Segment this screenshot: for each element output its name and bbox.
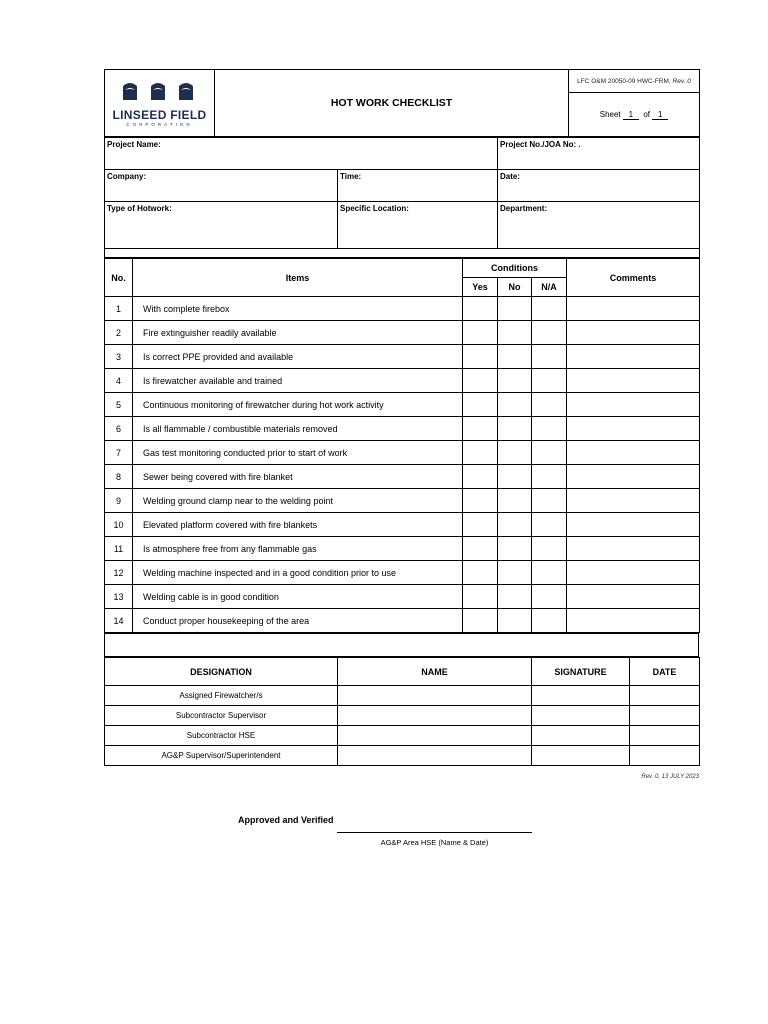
signature-field[interactable] bbox=[532, 686, 630, 706]
signoff-row bbox=[105, 686, 700, 706]
comment-field[interactable] bbox=[567, 297, 700, 321]
row-number: 5 bbox=[105, 393, 133, 417]
col-header-conditions: Conditions bbox=[463, 259, 567, 278]
yes-checkbox[interactable] bbox=[463, 393, 498, 417]
no-checkbox[interactable] bbox=[498, 321, 532, 345]
row-number: 3 bbox=[105, 345, 133, 369]
yes-checkbox[interactable] bbox=[463, 585, 498, 609]
col-header-signature: SIGNATURE bbox=[532, 658, 630, 686]
col-header-no: No. bbox=[105, 259, 133, 297]
row-item: Is all flammable / combustible materials removed bbox=[133, 417, 463, 441]
comment-field[interactable] bbox=[567, 369, 700, 393]
comment-field[interactable] bbox=[567, 393, 700, 417]
col-header-yes: Yes bbox=[463, 278, 498, 297]
comment-field[interactable] bbox=[567, 417, 700, 441]
project-no-field[interactable]: Project No./JOA No: . bbox=[498, 138, 700, 170]
no-checkbox[interactable] bbox=[498, 369, 532, 393]
form-header bbox=[104, 69, 700, 137]
logo-flame-icon bbox=[115, 80, 205, 106]
col-header-items: Items bbox=[133, 259, 463, 297]
row-item: With complete firebox bbox=[133, 297, 463, 321]
company-field[interactable]: Company: bbox=[105, 170, 338, 202]
row-number: 7 bbox=[105, 441, 133, 465]
table-row bbox=[105, 585, 700, 609]
comment-field[interactable] bbox=[567, 321, 700, 345]
na-checkbox[interactable] bbox=[532, 345, 567, 369]
yes-checkbox[interactable] bbox=[463, 345, 498, 369]
table-row bbox=[105, 465, 700, 489]
yes-checkbox[interactable] bbox=[463, 369, 498, 393]
comment-field[interactable] bbox=[567, 585, 700, 609]
yes-checkbox[interactable] bbox=[463, 297, 498, 321]
yes-checkbox[interactable] bbox=[463, 321, 498, 345]
col-header-na: N/A bbox=[532, 278, 567, 297]
col-header-no-option: No bbox=[498, 278, 532, 297]
comment-field[interactable] bbox=[567, 609, 700, 633]
signoff-row bbox=[105, 746, 700, 766]
table-row bbox=[105, 321, 700, 345]
na-checkbox[interactable] bbox=[532, 417, 567, 441]
row-item: Welding ground clamp near to the welding point bbox=[133, 489, 463, 513]
row-item: Welding machine inspected and in a good condition prior to use bbox=[133, 561, 463, 585]
row-item: Is atmosphere free from any flammable gas bbox=[133, 537, 463, 561]
document-reference: LFC O&M 20050-09 HWC-FRM, Rev. 0 bbox=[569, 70, 700, 93]
hotwork-type-field[interactable]: Type of Hotwork: bbox=[105, 202, 338, 249]
comment-field[interactable] bbox=[567, 465, 700, 489]
date-field[interactable] bbox=[630, 686, 700, 706]
table-row bbox=[105, 345, 700, 369]
department-field[interactable]: Department: bbox=[498, 202, 700, 249]
na-checkbox[interactable] bbox=[532, 537, 567, 561]
name-field[interactable] bbox=[338, 706, 532, 726]
row-item: Is correct PPE provided and available bbox=[133, 345, 463, 369]
row-number: 12 bbox=[105, 561, 133, 585]
na-checkbox[interactable] bbox=[532, 321, 567, 345]
sheet-current[interactable]: 1 bbox=[623, 110, 639, 120]
row-number: 10 bbox=[105, 513, 133, 537]
comment-field[interactable] bbox=[567, 489, 700, 513]
na-checkbox[interactable] bbox=[532, 609, 567, 633]
form-title: HOT WORK CHECKLIST bbox=[215, 70, 569, 137]
row-item: Welding cable is in good condition bbox=[133, 585, 463, 609]
row-number: 11 bbox=[105, 537, 133, 561]
signoff-table bbox=[104, 657, 700, 766]
name-field[interactable] bbox=[338, 686, 532, 706]
approval-caption: AG&P Area HSE (Name & Date) bbox=[380, 838, 489, 847]
logo-subtitle: CORPORATION bbox=[126, 121, 193, 127]
row-number: 14 bbox=[105, 609, 133, 633]
comment-field[interactable] bbox=[567, 561, 700, 585]
comment-field[interactable] bbox=[567, 441, 700, 465]
yes-checkbox[interactable] bbox=[463, 537, 498, 561]
row-item: Elevated platform covered with fire blankets bbox=[133, 513, 463, 537]
date-field[interactable] bbox=[630, 746, 700, 766]
table-row bbox=[105, 369, 700, 393]
approved-label: Approved and Verified bbox=[238, 815, 334, 825]
row-number: 8 bbox=[105, 465, 133, 489]
na-checkbox[interactable] bbox=[532, 465, 567, 489]
signoff-row bbox=[105, 726, 700, 746]
name-field[interactable] bbox=[338, 726, 532, 746]
yes-checkbox[interactable] bbox=[463, 417, 498, 441]
signature-field[interactable] bbox=[532, 706, 630, 726]
no-checkbox[interactable] bbox=[498, 465, 532, 489]
no-checkbox[interactable] bbox=[498, 441, 532, 465]
project-info bbox=[104, 137, 700, 258]
comment-field[interactable] bbox=[567, 513, 700, 537]
yes-checkbox[interactable] bbox=[463, 513, 498, 537]
row-number: 9 bbox=[105, 489, 133, 513]
designation-cell: AG&P Supervisor/Superintendent bbox=[105, 746, 338, 766]
no-checkbox[interactable] bbox=[498, 417, 532, 441]
sheet-total[interactable]: 1 bbox=[652, 110, 668, 120]
na-checkbox[interactable] bbox=[532, 393, 567, 417]
time-field[interactable]: Time: bbox=[338, 170, 498, 202]
yes-checkbox[interactable] bbox=[463, 609, 498, 633]
table-row bbox=[105, 609, 700, 633]
na-checkbox[interactable] bbox=[532, 489, 567, 513]
row-item: Continuous monitoring of firewatcher during hot work activity bbox=[133, 393, 463, 417]
col-header-designation: DESIGNATION bbox=[105, 658, 338, 686]
row-number: 6 bbox=[105, 417, 133, 441]
table-row bbox=[105, 297, 700, 321]
na-checkbox[interactable] bbox=[532, 297, 567, 321]
table-row bbox=[105, 513, 700, 537]
table-row bbox=[105, 417, 700, 441]
col-header-comments: Comments bbox=[567, 259, 700, 297]
yes-checkbox[interactable] bbox=[463, 465, 498, 489]
no-checkbox[interactable] bbox=[498, 489, 532, 513]
table-row bbox=[105, 441, 700, 465]
no-checkbox[interactable] bbox=[498, 345, 532, 369]
date-field[interactable] bbox=[630, 706, 700, 726]
yes-checkbox[interactable] bbox=[463, 561, 498, 585]
row-item: Fire extinguisher readily available bbox=[133, 321, 463, 345]
approval-signature-line[interactable] bbox=[337, 832, 532, 833]
no-checkbox[interactable] bbox=[498, 585, 532, 609]
no-checkbox[interactable] bbox=[498, 609, 532, 633]
company-logo bbox=[105, 70, 215, 137]
project-name-field[interactable]: Project Name: bbox=[105, 138, 498, 170]
checklist-table bbox=[104, 258, 700, 633]
logo-wordmark: LINSEED FIELD bbox=[112, 107, 207, 122]
row-number: 1 bbox=[105, 297, 133, 321]
yes-checkbox[interactable] bbox=[463, 489, 498, 513]
signature-field[interactable] bbox=[532, 746, 630, 766]
designation-cell: Subcontractor Supervisor bbox=[105, 706, 338, 726]
table-row bbox=[105, 537, 700, 561]
table-row bbox=[105, 393, 700, 417]
signature-field[interactable] bbox=[532, 726, 630, 746]
date-field[interactable] bbox=[630, 726, 700, 746]
row-item: Conduct proper housekeeping of the area bbox=[133, 609, 463, 633]
yes-checkbox[interactable] bbox=[463, 441, 498, 465]
section-divider bbox=[105, 249, 700, 258]
no-checkbox[interactable] bbox=[498, 513, 532, 537]
comment-field[interactable] bbox=[567, 537, 700, 561]
col-header-date: DATE bbox=[630, 658, 700, 686]
location-field[interactable]: Specific Location: bbox=[338, 202, 498, 249]
date-field[interactable]: Date: bbox=[498, 170, 700, 202]
blank-row bbox=[104, 633, 699, 657]
na-checkbox[interactable] bbox=[532, 585, 567, 609]
row-item: Is firewatcher available and trained bbox=[133, 369, 463, 393]
na-checkbox[interactable] bbox=[532, 441, 567, 465]
row-item: Sewer being covered with fire blanket bbox=[133, 465, 463, 489]
name-field[interactable] bbox=[338, 746, 532, 766]
no-checkbox[interactable] bbox=[498, 297, 532, 321]
hot-work-checklist-form bbox=[104, 69, 699, 766]
na-checkbox[interactable] bbox=[532, 369, 567, 393]
no-checkbox[interactable] bbox=[498, 393, 532, 417]
row-number: 2 bbox=[105, 321, 133, 345]
no-checkbox[interactable] bbox=[498, 561, 532, 585]
table-row bbox=[105, 489, 700, 513]
table-row bbox=[105, 561, 700, 585]
row-item: Gas test monitoring conducted prior to start of work bbox=[133, 441, 463, 465]
comment-field[interactable] bbox=[567, 345, 700, 369]
designation-cell: Subcontractor HSE bbox=[105, 726, 338, 746]
na-checkbox[interactable] bbox=[532, 513, 567, 537]
revision-note: Rev. 0, 13 JULY 2023 bbox=[641, 774, 699, 780]
row-number: 4 bbox=[105, 369, 133, 393]
no-checkbox[interactable] bbox=[498, 537, 532, 561]
designation-cell: Assigned Firewatcher/s bbox=[105, 686, 338, 706]
signoff-row bbox=[105, 706, 700, 726]
sheet-number: Sheet 1 of 1 bbox=[569, 93, 700, 137]
na-checkbox[interactable] bbox=[532, 561, 567, 585]
row-number: 13 bbox=[105, 585, 133, 609]
col-header-name: NAME bbox=[338, 658, 532, 686]
